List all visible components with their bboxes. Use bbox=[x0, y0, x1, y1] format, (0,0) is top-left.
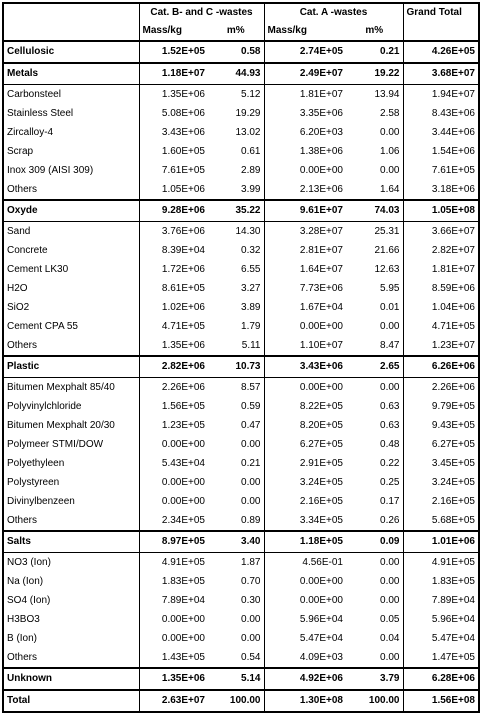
grand-total-cell: 3.18E+06 bbox=[403, 180, 479, 200]
pct-a-cell: 8.47 bbox=[346, 336, 403, 356]
row-label: SO4 (Ion) bbox=[3, 591, 139, 610]
pct-a-cell: 0.00 bbox=[346, 648, 403, 668]
grand-total-cell: 3.24E+05 bbox=[403, 473, 479, 492]
row-label: Salts bbox=[3, 531, 139, 553]
row-label: Others bbox=[3, 336, 139, 356]
pct-a-cell: 2.58 bbox=[346, 104, 403, 123]
pct-a-cell: 13.94 bbox=[346, 85, 403, 105]
pct-a-cell: 0.25 bbox=[346, 473, 403, 492]
pct-a-cell: 0.00 bbox=[346, 591, 403, 610]
pct-a-cell: 100.00 bbox=[346, 690, 403, 712]
grand-total-cell: 1.01E+06 bbox=[403, 531, 479, 553]
header-row-groups bbox=[3, 3, 479, 21]
mass-b-c-cell: 1.43E+05 bbox=[161, 651, 205, 663]
group-row bbox=[3, 356, 479, 378]
pct-b-c-cell: 3.40 bbox=[208, 531, 264, 553]
mass-b-c-cell: 1.72E+06 bbox=[161, 263, 205, 275]
mass-a-cell: 5.47E+04 bbox=[299, 632, 343, 644]
item-row bbox=[3, 104, 479, 123]
grand-total-cell: 2.16E+05 bbox=[403, 492, 479, 511]
row-label: Zircalloy-4 bbox=[3, 123, 139, 142]
item-row bbox=[3, 416, 479, 435]
row-label: Stainless Steel bbox=[3, 104, 139, 123]
row-label: Others bbox=[3, 648, 139, 668]
mass-a-cell: 1.30E+08 bbox=[264, 690, 346, 712]
waste-mass-table bbox=[2, 2, 480, 713]
header-empty-cell bbox=[403, 21, 479, 41]
mass-b-c-cell: 7.61E+05 bbox=[161, 164, 205, 176]
mass-b-c-cell: 7.89E+04 bbox=[161, 594, 205, 606]
item-row bbox=[3, 610, 479, 629]
grand-total-cell: 1.56E+08 bbox=[403, 690, 479, 712]
row-label: H2O bbox=[3, 279, 139, 298]
item-row bbox=[3, 161, 479, 180]
item-row bbox=[3, 222, 479, 242]
item-row bbox=[3, 260, 479, 279]
pct-b-c-cell: 0.32 bbox=[208, 241, 264, 260]
mass-a-cell: 7.73E+06 bbox=[299, 282, 343, 294]
row-label: Divinylbenzeen bbox=[3, 492, 139, 511]
pct-b-c-cell: 0.00 bbox=[208, 492, 264, 511]
header-cat-b-c: Cat. B- and C -wastes bbox=[139, 3, 264, 21]
item-row bbox=[3, 572, 479, 591]
header-pct-b-c: m% bbox=[208, 21, 264, 41]
mass-a-cell: 0.00E+00 bbox=[299, 594, 343, 606]
mass-a-cell: 0.00E+00 bbox=[299, 320, 343, 332]
pct-a-cell: 5.95 bbox=[346, 279, 403, 298]
mass-a-cell: 3.28E+07 bbox=[299, 225, 343, 237]
header-cat-a: Cat. A -wastes bbox=[264, 3, 403, 21]
mass-a-cell: 4.56E-01 bbox=[302, 556, 343, 568]
grand-total-cell: 4.71E+05 bbox=[403, 317, 479, 336]
mass-a-cell: 4.09E+03 bbox=[299, 651, 343, 663]
pct-a-cell: 25.31 bbox=[346, 222, 403, 242]
grand-total-cell: 7.89E+04 bbox=[403, 591, 479, 610]
pct-a-cell: 0.05 bbox=[346, 610, 403, 629]
pct-b-c-cell: 35.22 bbox=[208, 200, 264, 222]
mass-a-cell: 2.74E+05 bbox=[264, 41, 346, 63]
grand-total-cell: 2.82E+07 bbox=[403, 241, 479, 260]
item-row bbox=[3, 454, 479, 473]
pct-a-cell: 1.64 bbox=[346, 180, 403, 200]
row-label: Na (Ion) bbox=[3, 572, 139, 591]
grand-total-cell: 5.47E+04 bbox=[403, 629, 479, 648]
pct-a-cell: 0.01 bbox=[346, 298, 403, 317]
pct-b-c-cell: 5.11 bbox=[208, 336, 264, 356]
pct-b-c-cell: 100.00 bbox=[208, 690, 264, 712]
mass-b-c-cell: 2.82E+06 bbox=[139, 356, 208, 378]
grand-total-cell: 1.54E+06 bbox=[403, 142, 479, 161]
mass-b-c-cell: 2.34E+05 bbox=[161, 514, 205, 526]
pct-a-cell: 0.26 bbox=[346, 511, 403, 531]
pct-a-cell: 0.09 bbox=[346, 531, 403, 553]
pct-a-cell: 0.00 bbox=[346, 553, 403, 573]
item-row bbox=[3, 336, 479, 356]
mass-b-c-cell: 5.08E+06 bbox=[161, 107, 205, 119]
grand-total-cell: 9.79E+05 bbox=[403, 397, 479, 416]
grand-total-cell: 1.47E+05 bbox=[403, 648, 479, 668]
row-label: Cement CPA 55 bbox=[3, 317, 139, 336]
row-label: Cellulosic bbox=[3, 41, 139, 63]
mass-a-cell: 6.27E+05 bbox=[299, 438, 343, 450]
item-row bbox=[3, 473, 479, 492]
item-row bbox=[3, 142, 479, 161]
pct-b-c-cell: 3.89 bbox=[208, 298, 264, 317]
grand-total-cell: 9.43E+05 bbox=[403, 416, 479, 435]
mass-b-c-cell: 1.35E+06 bbox=[161, 339, 205, 351]
item-row bbox=[3, 378, 479, 398]
row-label: Unknown bbox=[3, 668, 139, 690]
grand-total-cell: 3.66E+07 bbox=[403, 222, 479, 242]
row-label: Others bbox=[3, 511, 139, 531]
mass-b-c-cell: 8.61E+05 bbox=[161, 282, 205, 294]
group-row bbox=[3, 41, 479, 63]
pct-a-cell: 0.63 bbox=[346, 397, 403, 416]
mass-a-cell: 1.10E+07 bbox=[299, 339, 343, 351]
item-row bbox=[3, 591, 479, 610]
item-row bbox=[3, 317, 479, 336]
group-row bbox=[3, 531, 479, 553]
mass-b-c-cell: 4.71E+05 bbox=[161, 320, 205, 332]
grand-total-cell: 3.68E+07 bbox=[403, 63, 479, 85]
pct-a-cell: 2.65 bbox=[346, 356, 403, 378]
pct-b-c-cell: 8.57 bbox=[208, 378, 264, 398]
row-label: SiO2 bbox=[3, 298, 139, 317]
pct-a-cell: 12.63 bbox=[346, 260, 403, 279]
row-label: Total bbox=[3, 690, 139, 712]
header-empty-cell bbox=[3, 3, 139, 21]
row-label: H3BO3 bbox=[3, 610, 139, 629]
header-empty-cell bbox=[3, 21, 139, 41]
pct-b-c-cell: 1.79 bbox=[208, 317, 264, 336]
mass-b-c-cell: 0.00E+00 bbox=[161, 495, 205, 507]
pct-b-c-cell: 0.59 bbox=[208, 397, 264, 416]
item-row bbox=[3, 511, 479, 531]
pct-b-c-cell: 0.00 bbox=[208, 610, 264, 629]
header-pct-a: m% bbox=[346, 21, 403, 41]
grand-total-cell: 1.94E+07 bbox=[403, 85, 479, 105]
item-row bbox=[3, 123, 479, 142]
row-label: B (Ion) bbox=[3, 629, 139, 648]
mass-b-c-cell: 8.97E+05 bbox=[139, 531, 208, 553]
item-row bbox=[3, 648, 479, 668]
pct-b-c-cell: 0.30 bbox=[208, 591, 264, 610]
item-row bbox=[3, 492, 479, 511]
header-mass-b-c: Mass/kg bbox=[142, 24, 182, 36]
row-label: Polyvinylchloride bbox=[3, 397, 139, 416]
mass-a-cell: 3.34E+05 bbox=[299, 514, 343, 526]
mass-a-cell: 1.64E+07 bbox=[299, 263, 343, 275]
mass-b-c-cell: 1.83E+05 bbox=[161, 575, 205, 587]
pct-a-cell: 0.00 bbox=[346, 123, 403, 142]
pct-a-cell: 0.17 bbox=[346, 492, 403, 511]
pct-a-cell: 21.66 bbox=[346, 241, 403, 260]
mass-b-c-cell: 0.00E+00 bbox=[161, 476, 205, 488]
mass-a-cell: 2.13E+06 bbox=[299, 183, 343, 195]
mass-a-cell: 3.24E+05 bbox=[299, 476, 343, 488]
mass-a-cell: 6.20E+03 bbox=[299, 126, 343, 138]
grand-total-cell: 1.81E+07 bbox=[403, 260, 479, 279]
mass-b-c-cell: 1.02E+06 bbox=[161, 301, 205, 313]
item-row bbox=[3, 629, 479, 648]
grand-total-cell: 1.83E+05 bbox=[403, 572, 479, 591]
header-mass-a: Mass/kg bbox=[267, 24, 307, 36]
pct-b-c-cell: 2.89 bbox=[208, 161, 264, 180]
row-label: Polystyreen bbox=[3, 473, 139, 492]
pct-b-c-cell: 14.30 bbox=[208, 222, 264, 242]
mass-a-cell: 0.00E+00 bbox=[299, 164, 343, 176]
pct-b-c-cell: 0.61 bbox=[208, 142, 264, 161]
item-row bbox=[3, 85, 479, 105]
row-label: Concrete bbox=[3, 241, 139, 260]
mass-a-cell: 2.16E+05 bbox=[299, 495, 343, 507]
mass-b-c-cell: 2.26E+06 bbox=[161, 381, 205, 393]
pct-b-c-cell: 10.73 bbox=[208, 356, 264, 378]
pct-a-cell: 19.22 bbox=[346, 63, 403, 85]
mass-a-cell: 9.61E+07 bbox=[264, 200, 346, 222]
mass-b-c-cell: 1.52E+05 bbox=[139, 41, 208, 63]
mass-a-cell: 1.18E+05 bbox=[264, 531, 346, 553]
grand-total-cell: 8.43E+06 bbox=[403, 104, 479, 123]
pct-b-c-cell: 1.87 bbox=[208, 553, 264, 573]
mass-b-c-cell: 3.76E+06 bbox=[161, 225, 205, 237]
grand-total-cell: 4.26E+05 bbox=[403, 41, 479, 63]
pct-b-c-cell: 6.55 bbox=[208, 260, 264, 279]
pct-b-c-cell: 0.89 bbox=[208, 511, 264, 531]
row-label: Polymeer STMI/DOW bbox=[3, 435, 139, 454]
pct-b-c-cell: 0.00 bbox=[208, 629, 264, 648]
item-row bbox=[3, 298, 479, 317]
pct-b-c-cell: 3.27 bbox=[208, 279, 264, 298]
mass-a-cell: 1.38E+06 bbox=[299, 145, 343, 157]
mass-b-c-cell: 3.43E+06 bbox=[161, 126, 205, 138]
row-label: Polyethyleen bbox=[3, 454, 139, 473]
mass-b-c-cell: 4.91E+05 bbox=[161, 556, 205, 568]
mass-a-cell: 4.92E+06 bbox=[264, 668, 346, 690]
mass-a-cell: 3.35E+06 bbox=[299, 107, 343, 119]
pct-a-cell: 0.63 bbox=[346, 416, 403, 435]
pct-a-cell: 0.22 bbox=[346, 454, 403, 473]
row-label: Scrap bbox=[3, 142, 139, 161]
item-row bbox=[3, 553, 479, 573]
grand-total-cell: 3.45E+05 bbox=[403, 454, 479, 473]
row-label: Sand bbox=[3, 222, 139, 242]
grand-total-cell: 1.04E+06 bbox=[403, 298, 479, 317]
pct-b-c-cell: 0.00 bbox=[208, 435, 264, 454]
grand-total-cell: 3.44E+06 bbox=[403, 123, 479, 142]
row-label: Others bbox=[3, 180, 139, 200]
grand-total-cell: 7.61E+05 bbox=[403, 161, 479, 180]
mass-b-c-cell: 0.00E+00 bbox=[161, 438, 205, 450]
group-row bbox=[3, 668, 479, 690]
header-grand-total: Grand Total bbox=[403, 3, 479, 21]
mass-b-c-cell: 1.35E+06 bbox=[139, 668, 208, 690]
mass-b-c-cell: 9.28E+06 bbox=[139, 200, 208, 222]
mass-a-cell: 2.91E+05 bbox=[299, 457, 343, 469]
pct-a-cell: 0.00 bbox=[346, 161, 403, 180]
mass-a-cell: 2.49E+07 bbox=[264, 63, 346, 85]
row-label: Metals bbox=[3, 63, 139, 85]
pct-b-c-cell: 19.29 bbox=[208, 104, 264, 123]
grand-total-cell: 4.91E+05 bbox=[403, 553, 479, 573]
grand-total-cell: 6.26E+06 bbox=[403, 356, 479, 378]
grand-total-cell: 5.68E+05 bbox=[403, 511, 479, 531]
grand-total-cell: 1.23E+07 bbox=[403, 336, 479, 356]
grand-total-cell: 1.05E+08 bbox=[403, 200, 479, 222]
pct-b-c-cell: 44.93 bbox=[208, 63, 264, 85]
header-row-units bbox=[3, 21, 479, 41]
grand-total-cell: 6.27E+05 bbox=[403, 435, 479, 454]
mass-a-cell: 5.96E+04 bbox=[299, 613, 343, 625]
mass-b-c-cell: 8.39E+04 bbox=[161, 244, 205, 256]
mass-a-cell: 0.00E+00 bbox=[299, 381, 343, 393]
pct-a-cell: 1.06 bbox=[346, 142, 403, 161]
pct-a-cell: 0.00 bbox=[346, 572, 403, 591]
mass-a-cell: 1.67E+04 bbox=[299, 301, 343, 313]
mass-b-c-cell: 1.05E+06 bbox=[161, 183, 205, 195]
pct-a-cell: 0.21 bbox=[346, 41, 403, 63]
pct-b-c-cell: 0.47 bbox=[208, 416, 264, 435]
mass-b-c-cell: 0.00E+00 bbox=[161, 613, 205, 625]
row-label: Oxyde bbox=[3, 200, 139, 222]
grand-total-cell: 5.96E+04 bbox=[403, 610, 479, 629]
mass-a-cell: 8.22E+05 bbox=[299, 400, 343, 412]
pct-b-c-cell: 5.14 bbox=[208, 668, 264, 690]
row-label: Inox 309 (AISI 309) bbox=[3, 161, 139, 180]
item-row bbox=[3, 241, 479, 260]
mass-b-c-cell: 1.18E+07 bbox=[139, 63, 208, 85]
group-row bbox=[3, 200, 479, 222]
mass-a-cell: 2.81E+07 bbox=[299, 244, 343, 256]
row-label: Plastic bbox=[3, 356, 139, 378]
mass-a-cell: 0.00E+00 bbox=[299, 575, 343, 587]
mass-a-cell: 1.81E+07 bbox=[299, 88, 343, 100]
item-row bbox=[3, 435, 479, 454]
table-body bbox=[3, 3, 479, 712]
mass-b-c-cell: 1.23E+05 bbox=[161, 419, 205, 431]
pct-a-cell: 3.79 bbox=[346, 668, 403, 690]
pct-a-cell: 0.00 bbox=[346, 317, 403, 336]
pct-b-c-cell: 0.00 bbox=[208, 473, 264, 492]
pct-b-c-cell: 0.21 bbox=[208, 454, 264, 473]
row-label: Bitumen Mexphalt 20/30 bbox=[3, 416, 139, 435]
mass-b-c-cell: 0.00E+00 bbox=[161, 632, 205, 644]
pct-b-c-cell: 0.58 bbox=[208, 41, 264, 63]
pct-b-c-cell: 0.70 bbox=[208, 572, 264, 591]
mass-a-cell: 3.43E+06 bbox=[264, 356, 346, 378]
pct-b-c-cell: 13.02 bbox=[208, 123, 264, 142]
mass-a-cell: 8.20E+05 bbox=[299, 419, 343, 431]
mass-b-c-cell: 1.35E+06 bbox=[161, 88, 205, 100]
mass-b-c-cell: 5.43E+04 bbox=[161, 457, 205, 469]
item-row bbox=[3, 279, 479, 298]
row-label: Cement LK30 bbox=[3, 260, 139, 279]
pct-a-cell: 0.48 bbox=[346, 435, 403, 454]
pct-b-c-cell: 5.12 bbox=[208, 85, 264, 105]
row-label: Bitumen Mexphalt 85/40 bbox=[3, 378, 139, 398]
pct-a-cell: 74.03 bbox=[346, 200, 403, 222]
total-row bbox=[3, 690, 479, 712]
mass-b-c-cell: 1.60E+05 bbox=[161, 145, 205, 157]
pct-b-c-cell: 0.54 bbox=[208, 648, 264, 668]
pct-b-c-cell: 3.99 bbox=[208, 180, 264, 200]
grand-total-cell: 6.28E+06 bbox=[403, 668, 479, 690]
row-label: NO3 (Ion) bbox=[3, 553, 139, 573]
row-label: Carbonsteel bbox=[3, 85, 139, 105]
item-row bbox=[3, 397, 479, 416]
grand-total-cell: 2.26E+06 bbox=[403, 378, 479, 398]
pct-a-cell: 0.00 bbox=[346, 378, 403, 398]
mass-b-c-cell: 2.63E+07 bbox=[139, 690, 208, 712]
grand-total-cell: 8.59E+06 bbox=[403, 279, 479, 298]
group-row bbox=[3, 63, 479, 85]
mass-b-c-cell: 1.56E+05 bbox=[161, 400, 205, 412]
pct-a-cell: 0.04 bbox=[346, 629, 403, 648]
item-row bbox=[3, 180, 479, 200]
